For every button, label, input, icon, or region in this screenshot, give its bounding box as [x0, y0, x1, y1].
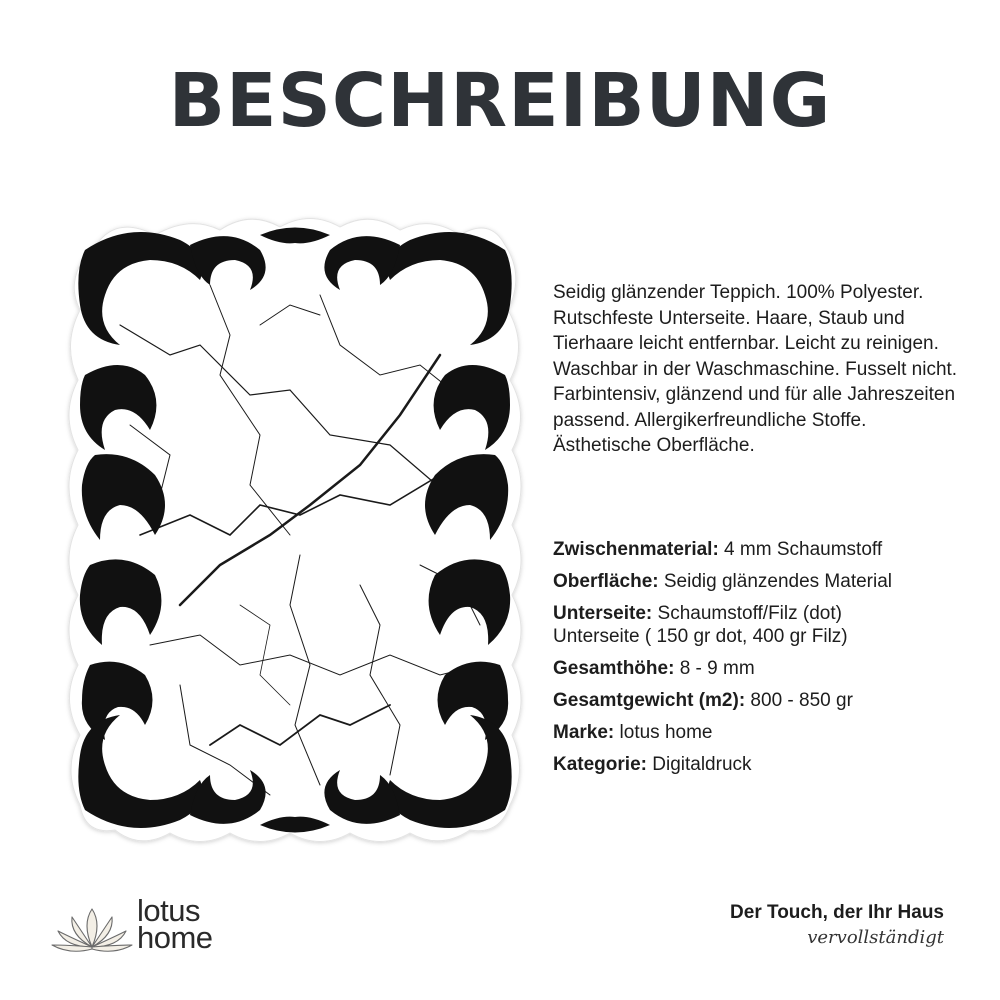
brand-logo: [50, 895, 250, 965]
spec-item-oberflaeche: [553, 570, 973, 593]
marble-rug-illustration: [60, 205, 530, 855]
product-description: Seidig glänzender Teppich. 100% Polyester. Rutschfeste Unterseite. Haare, Staub und Tierhaare leicht entfernbar. Leicht zu reinigen. Waschbar in der Waschmaschine. Fusselt nicht. Farbintensiv, glänzend und für alle Jahreszeiten passend. Allergikerfreundliche Stoffe. Ästhetische Oberfläche.: [553, 282, 958, 456]
page-title: BESCHREIBUNG: [168, 58, 832, 144]
spec-label: Marke:: [553, 722, 615, 743]
spec-label: Unterseite:: [553, 603, 653, 624]
lotus-flower-icon: [50, 899, 134, 959]
spec-item-marke: [553, 721, 973, 744]
rug-product-image: [60, 205, 530, 855]
spec-value: 4 mm Schaumstoff: [718, 539, 883, 560]
spec-list: [553, 538, 973, 785]
spec-label: Kategorie:: [553, 754, 647, 775]
spec-item-unterseite: [553, 602, 973, 648]
spec-item-kategorie: [553, 753, 973, 776]
tagline-line-2: vervollständigt: [807, 927, 944, 948]
spec-value: lotus home: [614, 722, 713, 743]
brand-line-2: home: [137, 920, 213, 955]
spec-item-zwischenmaterial: [553, 538, 973, 561]
tagline-line-1: Der Touch, der Ihr Haus: [730, 902, 944, 923]
spec-value: Digitaldruck: [646, 754, 752, 775]
spec-item-gesamthoehe: [553, 657, 973, 680]
spec-label: Gesamtgewicht (m2):: [553, 690, 746, 711]
tagline: [730, 902, 944, 948]
spec-item-gesamtgewicht: [553, 689, 973, 712]
spec-value: 800 - 850 gr: [745, 690, 853, 711]
spec-value-detail: Unterseite ( 150 gr dot, 400 gr Filz): [553, 626, 848, 647]
spec-value: 8 - 9 mm: [674, 658, 755, 679]
spec-value: Seidig glänzendes Material: [658, 571, 893, 592]
spec-label: Zwischenmaterial:: [553, 539, 719, 560]
spec-label: Oberfläche:: [553, 571, 659, 592]
spec-label: Gesamthöhe:: [553, 658, 675, 679]
brand-line-1: lotus: [137, 893, 200, 928]
brand-wordmark: [137, 893, 213, 955]
spec-value: Schaumstoff/Filz (dot): [652, 603, 842, 624]
